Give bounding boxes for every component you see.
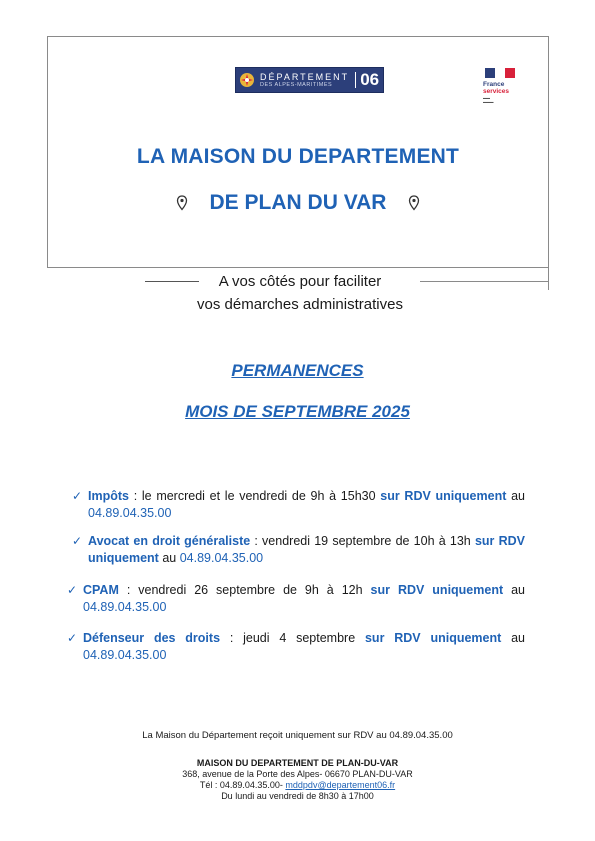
departement-logo-line2: DES ALPES-MARITIMES [260, 81, 333, 88]
french-flag-icon [485, 68, 515, 78]
month-heading: MOIS DE SEPTEMBRE 2025 [185, 402, 410, 421]
france-services-logo [483, 68, 523, 104]
list-item: ✓ Avocat en droit généraliste : vendredi 19 septembre de 10h à 13h sur RDV uniquement au 04.89.04.35.00 [72, 534, 525, 565]
check-icon: ✓ [67, 631, 78, 645]
footer-address: 368, avenue de la Porte des Alpes- 06670 PLAN-DU-VAR [182, 769, 413, 779]
check-icon: ✓ [67, 583, 78, 597]
map-pin-icon [176, 195, 188, 211]
footer-hours: Du lundi au vendredi de 8h30 à 17h00 [221, 791, 374, 801]
footer-contact: Tél : 04.89.04.35.00- mddpdv@departement06.fr [199, 780, 396, 790]
footer-note: La Maison du Département reçoit uniquement sur RDV au 04.89.04.35.00 [142, 730, 453, 741]
page-title-line2-row [47, 191, 549, 215]
list-item: ✓ CPAM : vendredi 26 septembre de 9h à 12h sur RDV uniquement au 04.89.04.35.00 [67, 583, 525, 614]
check-icon: ✓ [72, 489, 83, 503]
departement-logo-line1: DÉPARTEMENT [260, 71, 350, 82]
departement-logo [235, 67, 384, 93]
page-title-line2: DE PLAN DU VAR [209, 191, 387, 214]
departement-emblem-icon [236, 68, 258, 92]
check-icon: ✓ [72, 534, 83, 548]
page-title-line1: LA MAISON DU DEPARTEMENT [136, 145, 460, 168]
footer-email-link[interactable]: mddpdv@departement06.fr [285, 780, 396, 790]
map-pin-icon [408, 195, 420, 211]
tagline-line2: vos démarches administratives [197, 296, 403, 313]
footer-name: MAISON DU DEPARTEMENT DE PLAN-DU-VAR [196, 758, 399, 768]
footer [0, 758, 595, 802]
permanences-heading: PERMANENCES [231, 361, 364, 380]
list-item: ✓ Défenseur des droits : jeudi 4 septembre sur RDV uniquement au 04.89.04.35.00 [67, 631, 525, 662]
departement-logo-number: 06 [360, 70, 380, 89]
tagline [150, 270, 450, 316]
france-services-france: France [483, 81, 505, 88]
france-services-services: services [483, 88, 510, 95]
tagline-line1: A vos côtés pour faciliter [218, 273, 382, 290]
list-item: ✓ Impôts : le mercredi et le vendredi de 9h à 15h30 sur RDV uniquement au 04.89.04.35.00 [72, 489, 525, 520]
france-services-motto-graphic: ▬▬ ▬▬▬ [483, 96, 494, 104]
